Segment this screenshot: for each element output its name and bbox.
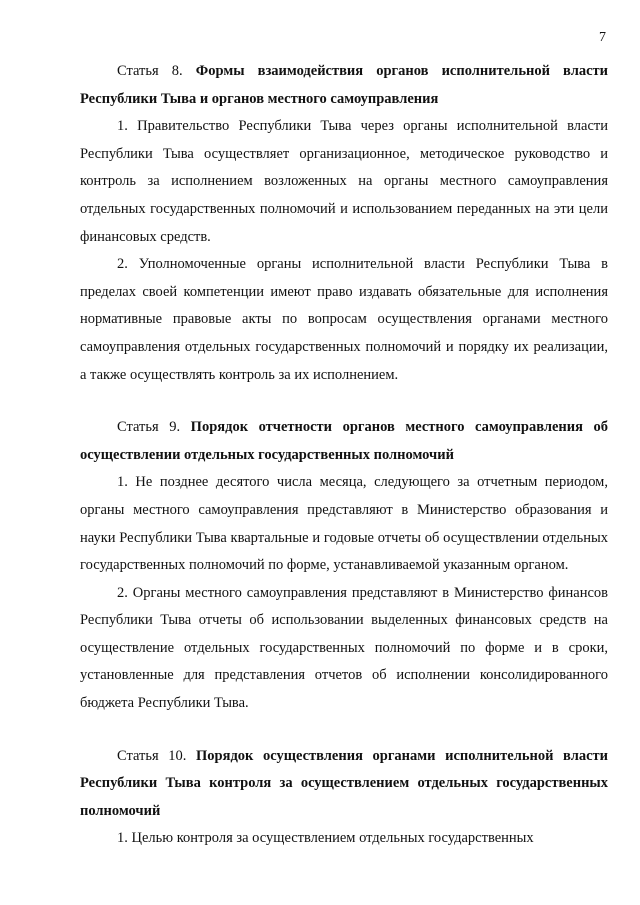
article-10-title: Порядок осуществления органами исполнительной власти Республики Тыва контроля за осуществлением отдельных государственных полномочий	[80, 747, 608, 819]
document-body	[80, 58, 608, 853]
article-9-label: Статья 9.	[117, 419, 181, 436]
section-gap	[80, 718, 608, 743]
article-9-title: Порядок отчетности органов местного самоуправления об осуществлении отдельных государственных полномочий	[80, 419, 609, 463]
article-9-paragraph-2: 2. Органы местного самоуправления представляют в Министерство финансов Республики Тыва отчеты об использовании выделенных финансовых средств на осуществление отдельных государственных полномочий по форме и в сроки, установленные для представления отчетов об исполнении консолидированного бюджета Республики Тыва.	[80, 584, 608, 712]
article-8-heading	[80, 58, 608, 113]
page-number: 7	[599, 30, 606, 45]
article-8-paragraph-1: 1. Правительство Республики Тыва через органы исполнительной власти Республики Тыва осуществляет организационное, методическое руководство и контроль за исполнением возложенных на органы местного самоуправления отдельных государственных полномочий и использованием переданных на эти цели финансовых средств.	[80, 118, 608, 245]
article-9-heading	[80, 414, 608, 469]
article-8-paragraph-2: 2. Уполномоченные органы исполнительной власти Республики Тыва в пределах своей компетенции имеют право издавать обязательные для исполнения нормативные правовые акты по вопросам осуществления органами местного самоуправления отдельных государственных полномочий и порядку их реализации, а также осуществлять контроль за их исполнением.	[80, 256, 608, 383]
article-8-label: Статья 8.	[117, 63, 183, 79]
article-10-heading	[80, 743, 608, 826]
article-10-label: Статья 10.	[117, 747, 187, 764]
article-9-paragraph-1: 1. Не позднее десятого числа месяца, следующего за отчетным периодом, органы местного самоуправления представляют в Министерство образования и науки Республики Тыва квартальные и годовые отчеты об осуществлении отдельных государственных полномочий по форме, устанавливаемой указанным органом.	[80, 474, 608, 574]
article-10-paragraph-1: 1. Целью контроля за осуществлением отдельных государственных	[117, 830, 534, 847]
section-gap	[80, 389, 608, 414]
article-8-title: Формы взаимодействия органов исполнительной власти Республики Тыва и органов местного самоуправления	[80, 63, 608, 107]
